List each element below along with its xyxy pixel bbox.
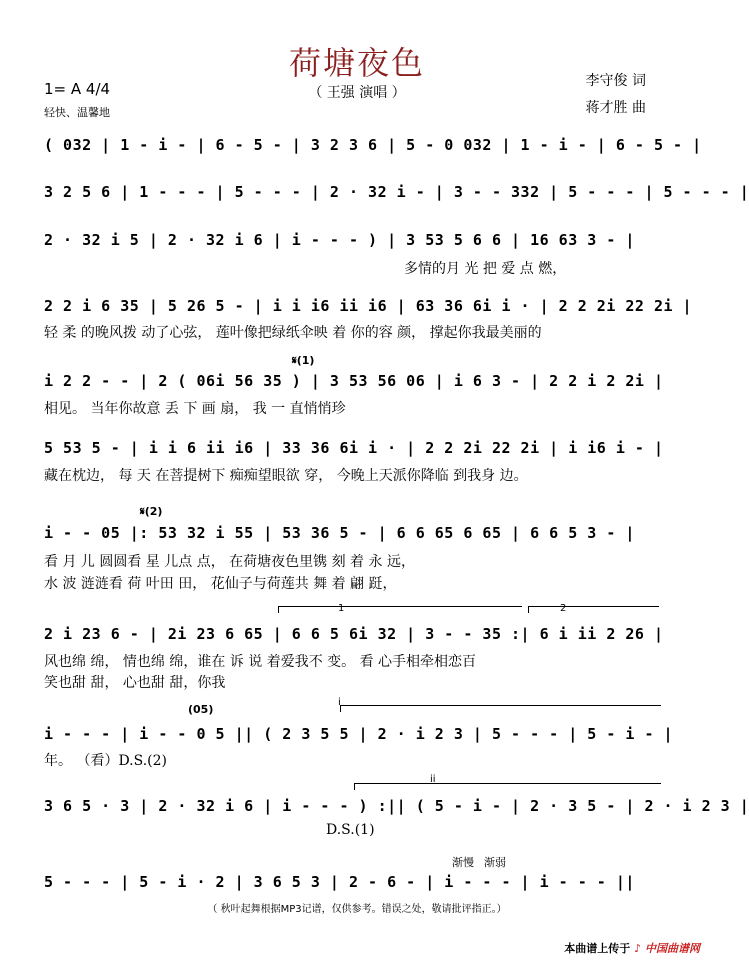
site-brand: 中国曲谱网 xyxy=(645,942,700,955)
transcription-note: （ 秋叶起舞根据MP3记谱，仅供参考。错误之处，敬请批评指正。） xyxy=(207,904,507,915)
segno-marker: 𝄋(1) xyxy=(292,354,315,367)
second-ending-label: 2 xyxy=(560,603,567,614)
dynamic-diminuendo: 渐弱 xyxy=(484,856,506,869)
coda-ii-label: ii xyxy=(430,774,436,785)
music-note-icon: ♪ xyxy=(634,942,642,955)
notation-row: i - - 05 |: 53 32 i 55 | 53 36 5 - | 6 6 65 6 65 | 6 6 5 3 - | xyxy=(44,524,635,542)
notation-row: 5 53 5 - | i i 6 ii i6 | 33 36 6i i · | 2 2 2i 22 2i | i i6 i - | xyxy=(44,439,664,457)
lyricist-credit: 李守俊 词 xyxy=(585,73,646,89)
coda-i-bracket xyxy=(340,705,661,712)
lyric-row: 风也绵 绵， 情也绵 绵，谁在 诉 说 着爱我不 变。 看 心手相牵相恋百 xyxy=(44,654,477,670)
lyric-row: 藏在枕边， 每 天 在菩提树下 痴痴望眼欲 穿， 今晚上天派你降临 到我身 边。 xyxy=(44,468,528,484)
coda-i-label: i xyxy=(338,697,341,708)
notation-row: ( 032 | 1 - i - | 6 - 5 - | 3 2 3 6 | 5 - 0 032 | 1 - i - | 6 - 5 - | xyxy=(44,136,702,154)
first-ending-label: 1 xyxy=(338,603,345,614)
lyric-row: 水 波 涟涟看 荷 叶田 田， 花仙子与荷莲共 舞 着 翩 跹， xyxy=(44,576,397,592)
dynamic-ritardando: 渐慢 xyxy=(452,856,474,869)
notation-row: i - - - | i - - 0 5 || ( 2 3 5 5 | 2 · i 2 3 | 5 - - - | 5 - i - | xyxy=(44,725,674,743)
footer-credit xyxy=(564,940,700,956)
lyric-row: 笑也甜 甜， 心也甜 甜，你我 xyxy=(44,675,226,691)
lyric-row: 相见。 当年你故意 丢 下 画 扇， 我 一 直悄悄珍 xyxy=(44,401,346,417)
notation-row: 3 6 5 · 3 | 2 · 32 i 6 | i - - - ) :|| ( 5 - i - | 2 · 3 5 - | 2 · i 2 3 | xyxy=(44,797,749,815)
composer-credit: 蒋才胜 曲 xyxy=(585,100,646,116)
notation-row: 2 · 32 i 5 | 2 · 32 i 6 | i - - - ) | 3 53 5 6 6 | 16 63 3 - | xyxy=(44,231,635,249)
rest-marker: (05) xyxy=(188,703,214,716)
lyric-row: 年。 （看）D.S.(2) xyxy=(44,753,167,769)
notation-row: 2 i 23 6 - | 2i 23 6 65 | 6 6 5 6i 32 | 3 - - 35 :| 6 i ii 2 26 | xyxy=(44,625,664,643)
lyric-row: 轻 柔 的晚风拨 动了心弦， 莲叶像把绿纸伞映 着 你的容 颜， 撑起你我最美丽的 xyxy=(44,325,542,341)
lyric-row: 看 月 儿 圆圆看 星 儿点 点， 在荷塘夜色里镌 刻 着 永 远， xyxy=(44,554,415,570)
page-title: 荷塘夜色 xyxy=(288,44,425,82)
footer-prefix: 本曲谱上传于 xyxy=(564,942,631,955)
segno-marker: 𝄋(2) xyxy=(140,505,163,518)
lyric-row: D.S.(1) xyxy=(326,822,375,838)
first-ending-bracket xyxy=(278,606,522,613)
notation-row: 5 - - - | 5 - i · 2 | 3 6 5 3 | 2 - 6 - | i - - - | i - - - || xyxy=(44,873,635,891)
second-ending-bracket xyxy=(528,606,659,613)
lyric-row: 多情的月 光 把 爱 点 燃， xyxy=(404,261,567,277)
notation-row: 2 2 i 6 35 | 5 26 5 - | i i i6 ii i6 | 63 36 6i i · | 2 2 2i 22 2i | xyxy=(44,297,693,315)
tempo-marking: 轻快、温馨地 xyxy=(44,106,110,119)
notation-row: 3 2 5 6 | 1 - - - | 5 - - - | 2 · 32 i - | 3 - - 332 | 5 - - - | 5 - - - | xyxy=(44,183,749,201)
singer-credit: （ 王强 演唱 ） xyxy=(308,85,406,101)
coda-ii-bracket xyxy=(354,783,661,790)
notation-row: i 2 2 - - | 2 ( 06i 56 35 ) | 3 53 56 06 | i 6 3 - | 2 2 i 2 2i | xyxy=(44,372,664,390)
key-signature: 1= A 4/4 xyxy=(44,80,111,98)
